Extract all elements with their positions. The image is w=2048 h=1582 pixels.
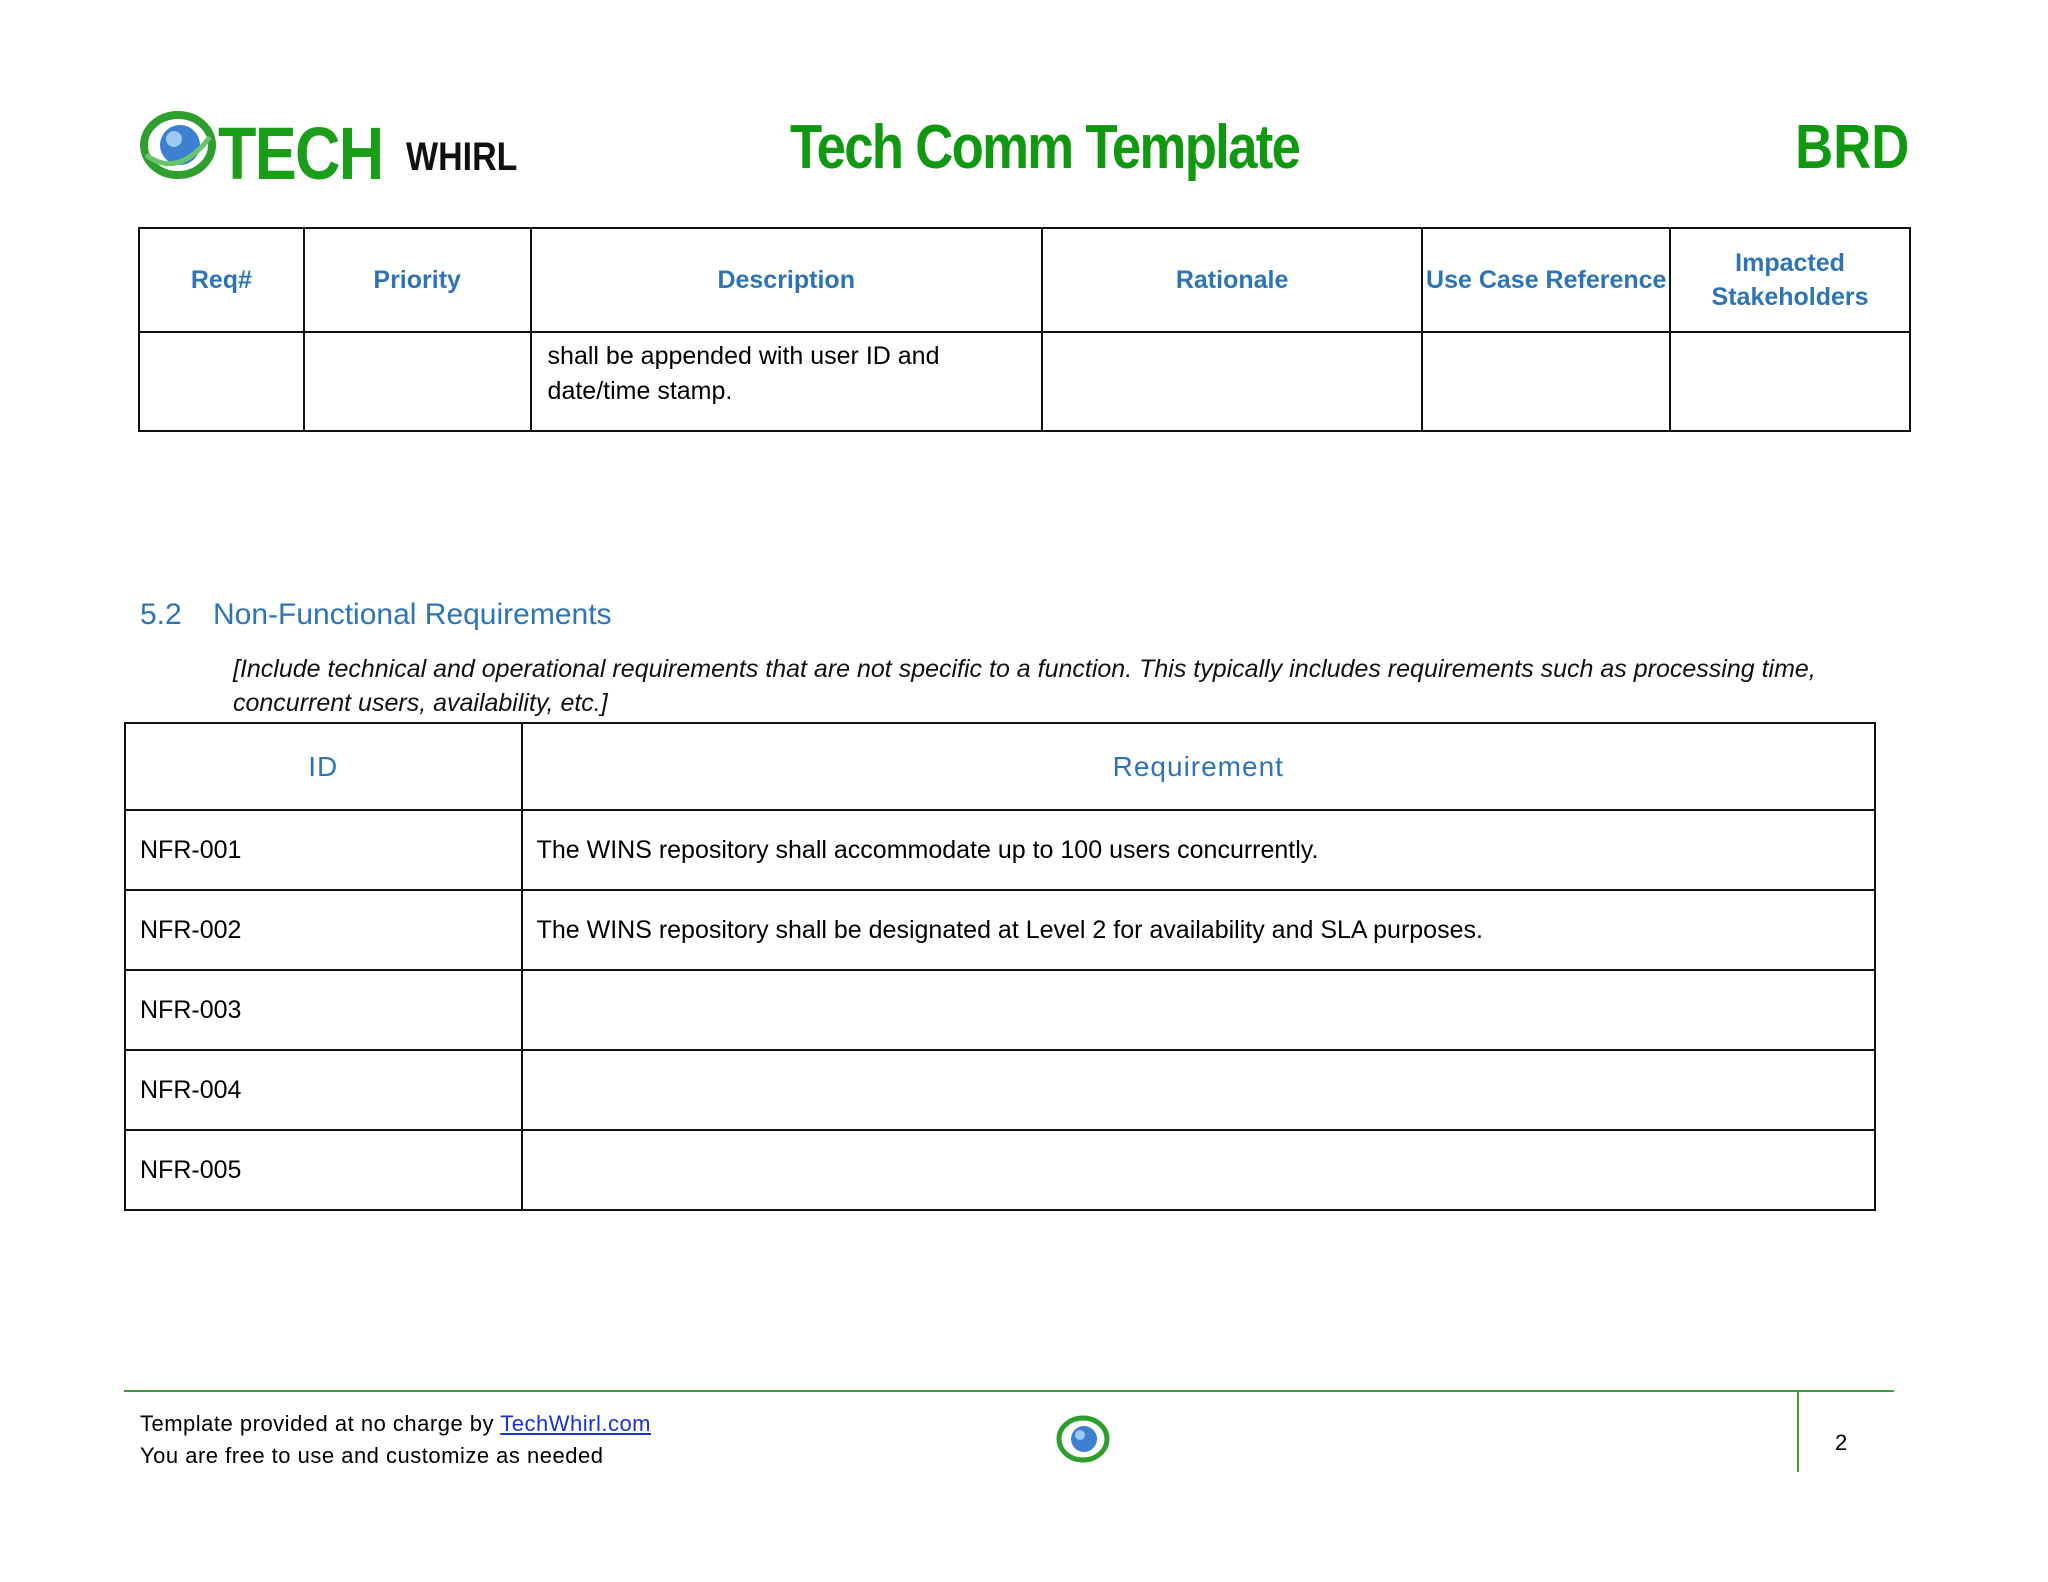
nfr-id: NFR-001 <box>125 810 522 890</box>
column-header-stakeholders: Impacted Stakeholders <box>1670 228 1910 332</box>
section-number: 5.2 <box>140 598 182 631</box>
document-type: BRD <box>1794 113 1909 182</box>
column-header-use-case: Use Case Reference <box>1422 228 1670 332</box>
globe-icon <box>140 107 216 183</box>
table-row <box>125 970 1875 1050</box>
nfr-requirement <box>522 970 1875 1050</box>
table-header-row <box>125 723 1875 810</box>
nfr-table <box>124 722 1876 1211</box>
nfr-requirement: The WINS repository shall accommodate up to 100 users concurrently. <box>522 810 1875 890</box>
table-cell <box>139 332 304 431</box>
techwhirl-link[interactable]: TechWhirl.com <box>500 1411 652 1436</box>
footer-line2: You are free to use and customize as needed <box>140 1443 604 1468</box>
table-cell <box>1042 332 1423 431</box>
table-row <box>125 810 1875 890</box>
table-row <box>125 890 1875 970</box>
footer-divider <box>124 1390 1894 1392</box>
page-title: Tech Comm Template <box>790 113 1300 182</box>
techwhirl-logo <box>140 105 560 195</box>
footer-text <box>140 1408 651 1472</box>
table-header-row <box>139 228 1910 332</box>
column-header-requirement: Requirement <box>522 723 1875 810</box>
table-cell <box>304 332 531 431</box>
footer-vertical-divider <box>1797 1390 1799 1472</box>
table-cell: shall be appended with user ID and date/time stamp. <box>531 332 1042 431</box>
table-row <box>125 1050 1875 1130</box>
section-description: [Include technical and operational requirements that are not specific to a function. This typically includes requirements such as processing time, concurrent users, availability, etc.] <box>233 655 1816 717</box>
column-header-priority: Priority <box>304 228 531 332</box>
nfr-requirement <box>522 1130 1875 1210</box>
nfr-id: NFR-004 <box>125 1050 522 1130</box>
section-heading <box>140 598 612 632</box>
table-cell <box>1422 332 1670 431</box>
footer-line1: Template provided at no charge by <box>140 1411 501 1436</box>
section-title: Non-Functional Requirements <box>213 598 612 631</box>
column-header-req: Req# <box>139 228 304 332</box>
table-cell <box>1670 332 1910 431</box>
functional-requirements-table <box>138 227 1911 432</box>
nfr-requirement <box>522 1050 1875 1130</box>
column-header-rationale: Rationale <box>1042 228 1423 332</box>
page-number: 2 <box>1835 1430 1848 1455</box>
table-row <box>139 332 1910 431</box>
nfr-id: NFR-005 <box>125 1130 522 1210</box>
nfr-id: NFR-002 <box>125 890 522 970</box>
column-header-id: ID <box>125 723 522 810</box>
logo-tech-text: TECH <box>218 112 383 195</box>
nfr-requirement: The WINS repository shall be designated at Level 2 for availability and SLA purposes. <box>522 890 1875 970</box>
nfr-id: NFR-003 <box>125 970 522 1050</box>
column-header-description: Description <box>531 228 1042 332</box>
globe-icon <box>1056 1412 1110 1466</box>
table-row <box>125 1130 1875 1210</box>
logo-whirl-text: WHIRL <box>406 135 518 179</box>
